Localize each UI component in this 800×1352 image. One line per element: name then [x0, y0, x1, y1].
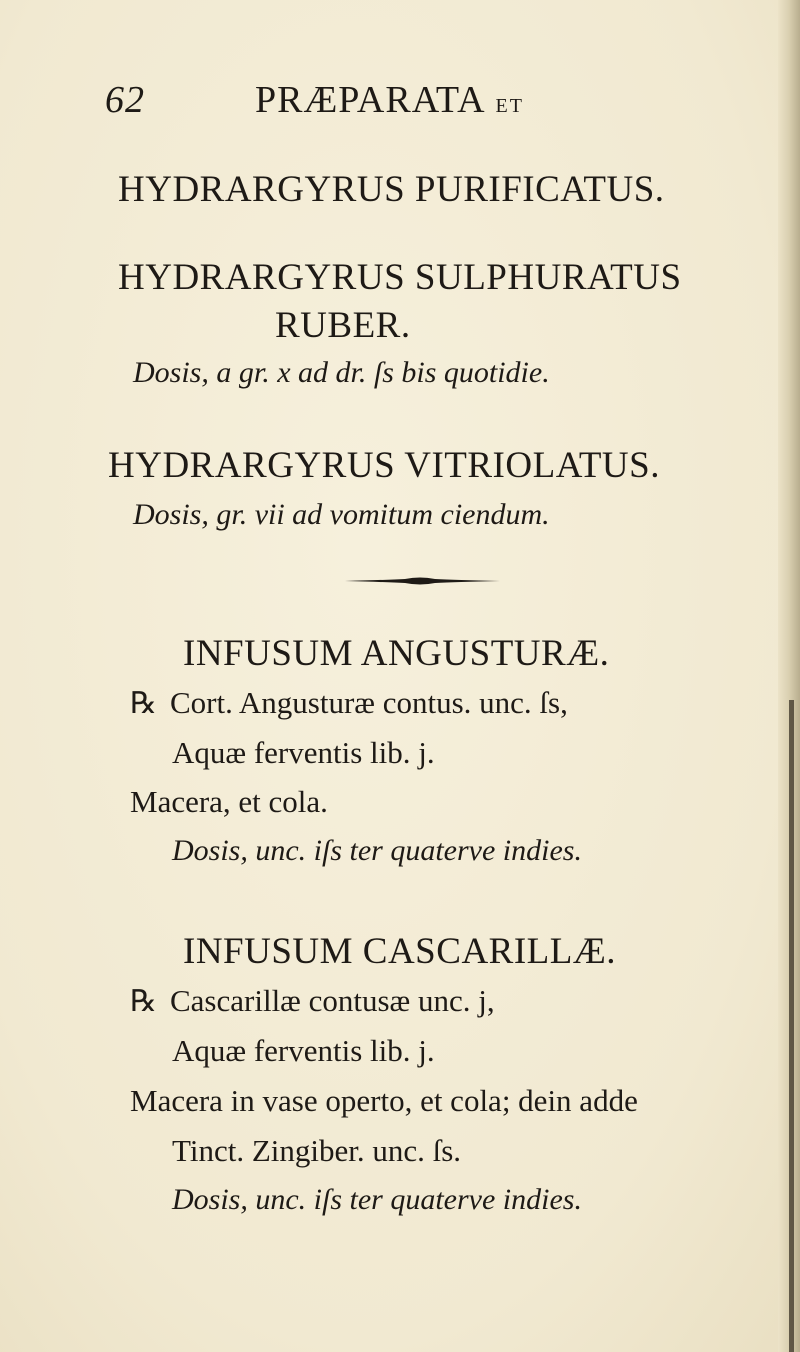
recipe-text: Cascarillæ contusæ unc. j,	[170, 983, 495, 1018]
dose-angusturae: Dosis, unc. iſs ter quaterve indies.	[172, 834, 582, 867]
recipe-line	[130, 685, 568, 721]
page-number: 62	[105, 79, 145, 121]
rx-symbol: ℞	[130, 985, 157, 1018]
recipe-line: Macera, et cola.	[130, 784, 328, 819]
running-header	[105, 78, 524, 122]
heading-infusum-cascarillae: INFUSUM CASCARILLÆ.	[183, 931, 617, 972]
recipe-line	[130, 983, 495, 1019]
dose-sulphuratus: Dosis, a gr. x ad dr. ſs bis quotidie.	[133, 356, 550, 389]
dose-vitriolatus: Dosis, gr. vii ad vomitum ciendum.	[133, 498, 550, 531]
heading-hydrargyrus-vitriolatus: HYDRARGYRUS VITRIOLATUS.	[108, 445, 660, 486]
recipe-line: Tinct. Zingiber. unc. ſs.	[172, 1133, 462, 1168]
recipe-text: Cort. Angusturæ contus. unc. ſs,	[170, 685, 568, 720]
dose-cascarillae: Dosis, unc. iſs ter quaterve indies.	[172, 1183, 582, 1216]
heading-hydrargyrus-sulphuratus: HYDRARGYRUS SULPHURATUS	[118, 257, 682, 298]
recipe-line: Aquæ ferventis lib. j.	[172, 1033, 435, 1068]
recipe-line: Macera in vase operto, et cola; dein adde	[130, 1083, 638, 1118]
rx-symbol: ℞	[130, 687, 157, 720]
heading-hydrargyrus-purificatus: HYDRARGYRUS PURIFICATUS.	[118, 169, 665, 210]
ornamental-rule	[345, 576, 500, 586]
heading-infusum-angusturae: INFUSUM ANGUSTURÆ.	[183, 633, 610, 674]
recipe-line: Aquæ ferventis lib. j.	[172, 735, 435, 770]
running-title: PRÆPARATA	[255, 79, 486, 121]
running-title-et: ET	[495, 95, 524, 117]
page-edge-shadow	[789, 700, 794, 1352]
heading-ruber: RUBER.	[275, 305, 411, 346]
